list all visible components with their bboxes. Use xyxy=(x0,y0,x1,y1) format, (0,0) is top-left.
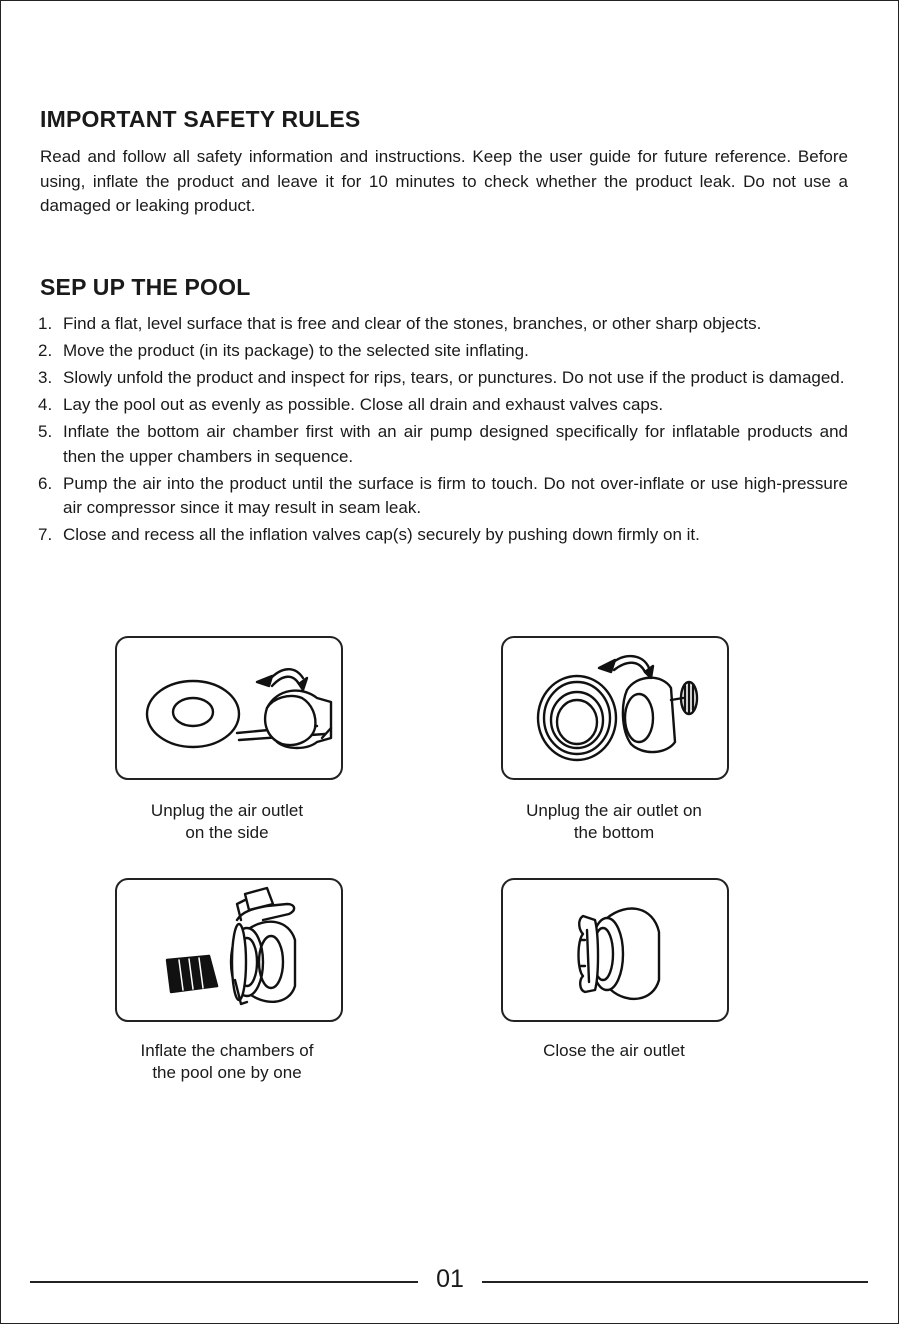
step-number: 1. xyxy=(38,314,53,333)
figure-side-valve xyxy=(115,636,343,780)
setup-heading: SEP UP THE POOL xyxy=(40,274,251,300)
valve-close-icon xyxy=(503,880,727,1020)
figure-caption: Close the air outlet xyxy=(543,1041,685,1060)
figure-close-valve xyxy=(501,878,729,1022)
step-item xyxy=(38,339,868,364)
figure-caption: Unplug the air outlet on the side xyxy=(150,801,304,842)
step-text: Close and recess all the inflation valves cap(s) securely by pushing down firmly on it. xyxy=(63,525,700,544)
step-number: 6. xyxy=(38,473,53,493)
figure-caption: Unplug the air outlet on the bottom xyxy=(526,801,702,842)
step-item xyxy=(38,393,868,418)
step-item xyxy=(38,312,868,337)
step-number: 7. xyxy=(38,525,53,544)
step-text: Slowly unfold the product and inspect for rips, tears, or punctures. Do not use if the product is damaged. xyxy=(63,368,845,387)
footer-rule-left xyxy=(30,1281,418,1283)
step-item xyxy=(38,366,868,391)
step-number: 5. xyxy=(38,422,53,441)
side-valve-unplug-icon xyxy=(117,638,341,778)
figure-bottom-valve xyxy=(501,636,729,780)
step-item xyxy=(38,420,868,469)
step-number: 3. xyxy=(38,368,53,387)
figure-pump-inflate xyxy=(115,878,343,1022)
figure-caption: Inflate the chambers of the pool one by one xyxy=(140,1041,314,1082)
pump-inflate-icon xyxy=(117,880,341,1020)
safety-heading: IMPORTANT SAFETY RULES xyxy=(40,106,361,132)
step-item xyxy=(38,472,868,521)
footer-rule-right xyxy=(482,1281,868,1283)
step-text: Move the product (in its package) to the selected site inflating. xyxy=(63,341,529,360)
safety-paragraph: Read and follow all safety information and instructions. Keep the user guide for future reference. Before using, inflate the product and leave it for 10 minutes to check whether the product leak. Do not use a damaged or leaking product. xyxy=(40,147,848,215)
step-text: Pump the air into the product until the surface is firm to touch. Do not over-inflate or use high-pressure air compressor since it may result in seam leak. xyxy=(63,473,848,517)
setup-steps-list xyxy=(38,312,868,550)
step-text: Inflate the bottom air chamber first with an air pump designed specifically for inflatable products and then the upper chambers in sequence. xyxy=(63,422,848,466)
step-text: Lay the pool out as evenly as possible. Close all drain and exhaust valves caps. xyxy=(63,395,664,414)
step-item xyxy=(38,523,868,548)
page-number: 01 xyxy=(436,1265,464,1293)
bottom-valve-unplug-icon xyxy=(503,638,727,778)
step-text: Find a flat, level surface that is free and clear of the stones, branches, or other sharp objects. xyxy=(63,314,762,333)
step-number: 2. xyxy=(38,341,53,360)
step-number: 4. xyxy=(38,395,53,414)
